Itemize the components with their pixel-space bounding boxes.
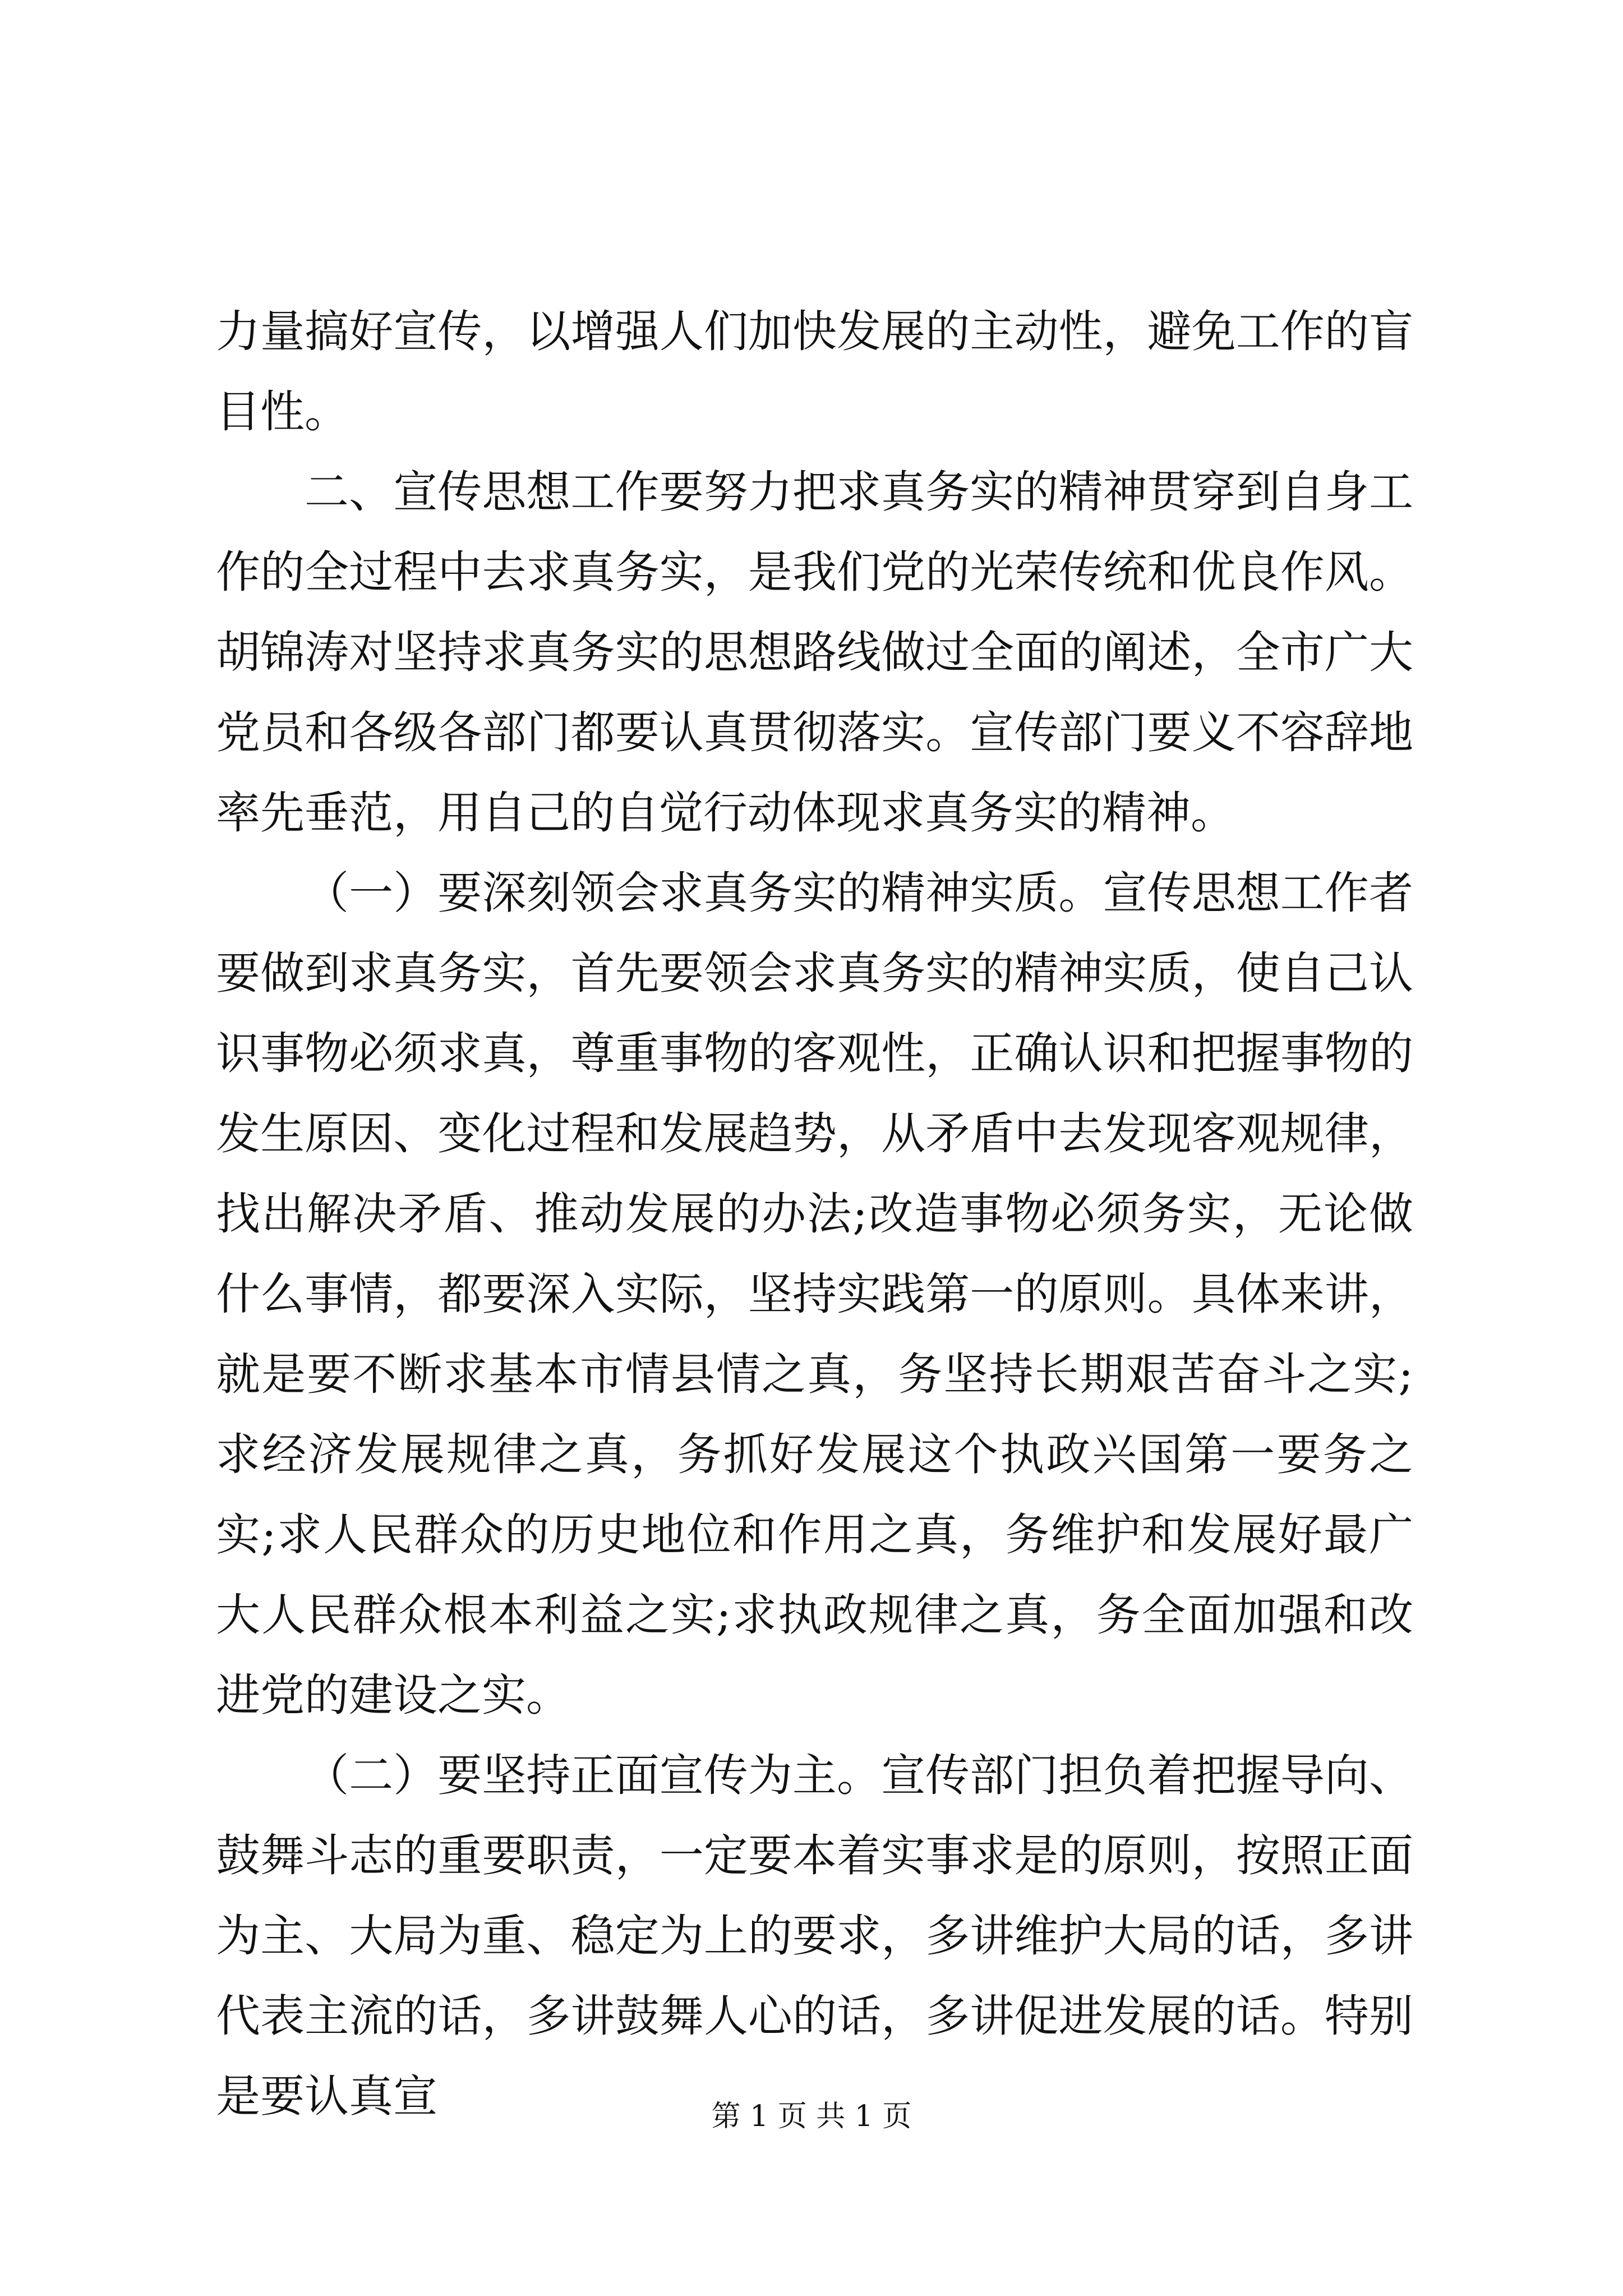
paragraph-4: （二）要坚持正面宣传为主。宣传部门担负着把握导向、鼓舞斗志的重要职责，一定要本着实事求是的原则，按照正面为主、大局为重、稳定为上的要求，多讲维护大局的话，多讲代表主流的话，多讲鼓舞人心的话，多讲促进发展的话。特别是要认真宣 — [216, 1750, 1413, 2122]
page-number-footer: 第 1 页 共 1 页 — [711, 2100, 912, 2133]
document-body — [216, 292, 1413, 2137]
paragraph-2: 二、宣传思想工作要努力把求真务实的精神贯穿到自身工作的全过程中去求真务实，是我们党的光荣传统和优良作风。胡锦涛对坚持求真务实的思想路线做过全面的阐述，全市广大党员和各级各部门都要认真贯彻落实。宣传部门要义不容辞地率先垂范，用自己的自觉行动体现求真务实的精神。 — [216, 466, 1413, 839]
paragraph-3: （一）要深刻领会求真务实的精神实质。宣传思想工作者要做到求真务实，首先要领会求真务实的精神实质，使自己认识事物必须求真，尊重事物的客观性，正确认识和把握事物的发生原因、变化过程和发展趋势，从矛盾中去发现客观规律，找出解决矛盾、推动发展的办法;改造事物必须务实，无论做什么事情，都要深入实际，坚持实践第一的原则。具体来讲，就是要不断求基本市情县情之真，务坚持长期艰苦奋斗之实;求经济发展规律之真，务抓好发展这个执政兴国第一要务之实;求人民群众的历史地位和作用之真，务维护和发展好最广大人民群众根本利益之实;求执政规律之真，务全面加强和改进党的建设之实。 — [216, 867, 1413, 1721]
paragraph-1: 力量搞好宣传，以增强人们加快发展的主动性，避免工作的盲目性。 — [216, 306, 1413, 438]
